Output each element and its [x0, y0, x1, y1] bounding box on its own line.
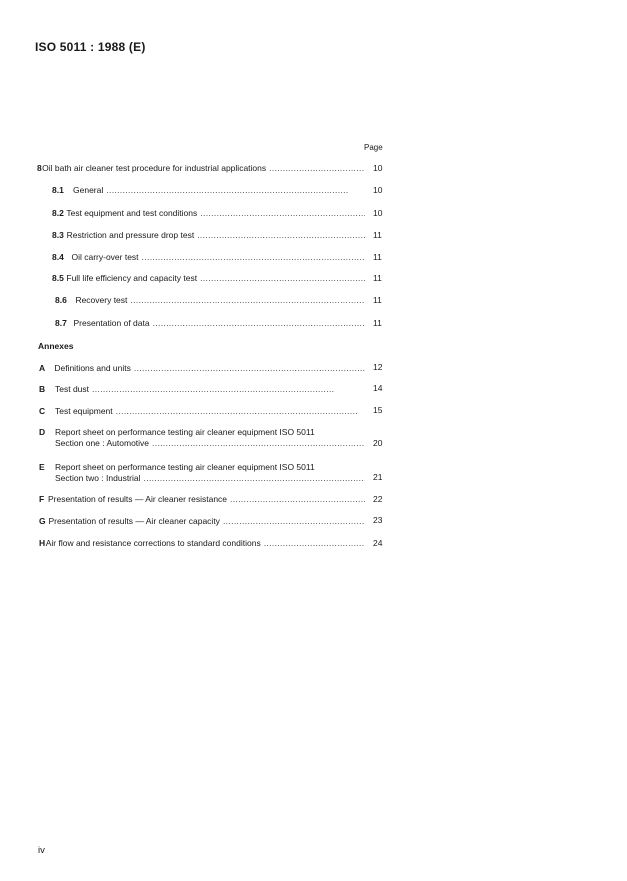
toc-entry-title: Restriction and pressure drop test	[66, 230, 195, 240]
toc-entry-title: Oil carry-over test	[71, 252, 139, 262]
toc-entry-letter: G	[39, 516, 46, 526]
leader-dots	[197, 208, 365, 218]
toc-entry-annex-f[interactable]	[39, 494, 365, 504]
toc-entry-letter: C	[39, 406, 46, 416]
toc-entry-title-line1: Report sheet on performance testing air cleaner equipment ISO 5011	[55, 427, 315, 437]
toc-entry-letter: F	[39, 494, 45, 504]
toc-entry-title: Presentation of results — Air cleaner resistance	[47, 494, 228, 504]
toc-entry-annex-g[interactable]	[39, 516, 365, 526]
leader-dots	[261, 538, 365, 548]
leader-dots	[197, 273, 365, 283]
toc-entry-page: 11	[373, 252, 382, 262]
toc-entry-number: 8.1	[52, 185, 64, 195]
toc-entry-page: 23	[373, 515, 383, 525]
toc-entry-page: 12	[373, 362, 383, 372]
toc-entry-page: 20	[373, 438, 383, 448]
toc-entry-page: 11	[373, 230, 382, 240]
leader-dots	[149, 438, 365, 448]
leader-dots	[113, 406, 365, 416]
toc-entry-page: 10	[373, 185, 383, 195]
toc-entry-title: Test equipment and test conditions	[66, 208, 198, 218]
toc-entry-page: 11	[373, 273, 382, 283]
document-header: ISO 5011 : 1988 (E)	[35, 40, 146, 54]
toc-entry-title: Full life efficiency and capacity test	[66, 273, 198, 283]
toc-entry-letter: B	[39, 384, 46, 394]
toc-entry-letter: D	[39, 427, 46, 437]
toc-entry-page: 10	[373, 163, 383, 173]
leader-dots	[227, 494, 365, 504]
toc-entry-number: 8.3	[52, 230, 64, 240]
toc-entry-title: Presentation of data	[73, 318, 150, 328]
leader-dots	[220, 516, 365, 526]
toc-entry-page: 11	[373, 318, 382, 328]
leader-dots	[150, 318, 365, 328]
toc-entry-page: 10	[373, 208, 383, 218]
toc-entry-title: Oil bath air cleaner test procedure for industrial applications	[42, 163, 267, 173]
page-column-label: Page	[364, 143, 383, 152]
toc-entry-number: 8.7	[55, 318, 67, 328]
toc-entry-number: 8.4	[52, 252, 64, 262]
toc-entry-8-4[interactable]	[52, 252, 365, 262]
toc-entry-title: Air flow and resistance corrections to standard conditions	[45, 538, 261, 548]
toc-entry-8-7[interactable]	[55, 318, 365, 328]
toc-entry-title: Presentation of results — Air cleaner capacity	[48, 516, 220, 526]
leader-dots	[131, 363, 365, 373]
toc-entry-letter: H	[39, 538, 46, 548]
toc-entry-8-6[interactable]	[55, 295, 365, 305]
toc-entry-8-5[interactable]	[52, 273, 365, 283]
toc-entry-letter: A	[39, 363, 46, 373]
leader-dots	[103, 185, 365, 195]
leader-dots	[127, 295, 365, 305]
leader-dots	[266, 163, 365, 173]
toc-entry-page: 24	[373, 538, 383, 548]
footer-page-number: iv	[38, 845, 45, 856]
toc-entry-title: General	[73, 185, 104, 195]
toc-entry-number: 8.5	[52, 273, 64, 283]
annexes-heading: Annexes	[38, 341, 74, 351]
toc-entry-8-1[interactable]	[52, 185, 365, 195]
toc-entry-section-8[interactable]	[37, 163, 365, 173]
toc-entry-title: Recovery test	[75, 295, 128, 305]
toc-entry-page: 14	[373, 383, 383, 393]
leader-dots	[139, 252, 365, 262]
toc-entry-number: 8	[37, 163, 42, 173]
toc-entry-title: Test equipment	[55, 406, 113, 416]
toc-entry-8-2[interactable]	[52, 208, 365, 218]
toc-entry-annex-d[interactable]	[39, 427, 365, 447]
toc-entry-title: Definitions and units	[54, 363, 131, 373]
toc-entry-title-line2: Section one : Automotive	[55, 438, 150, 448]
toc-entry-annex-a[interactable]	[39, 363, 365, 373]
toc-entry-number: 8.2	[52, 208, 64, 218]
toc-entry-page: 21	[373, 472, 383, 482]
leader-dots	[194, 230, 365, 240]
toc-entry-letter: E	[39, 462, 45, 472]
toc-entry-title-line1: Report sheet on performance testing air cleaner equipment ISO 5011	[55, 462, 315, 472]
toc-entry-title: Test dust	[55, 384, 90, 394]
toc-entry-title-line2: Section two : Industrial	[55, 473, 141, 483]
leader-dots	[89, 384, 365, 394]
leader-dots	[141, 473, 365, 483]
toc-entry-page: 11	[373, 295, 382, 305]
toc-entry-page: 22	[373, 494, 383, 504]
toc-entry-number: 8.6	[55, 295, 67, 305]
toc-entry-annex-e[interactable]	[39, 462, 365, 482]
toc-entry-annex-b[interactable]	[39, 384, 365, 394]
toc-entry-page: 15	[373, 405, 383, 415]
toc-entry-annex-c[interactable]	[39, 406, 365, 416]
toc-entry-annex-h[interactable]	[39, 538, 365, 548]
toc-entry-8-3[interactable]	[52, 230, 365, 240]
